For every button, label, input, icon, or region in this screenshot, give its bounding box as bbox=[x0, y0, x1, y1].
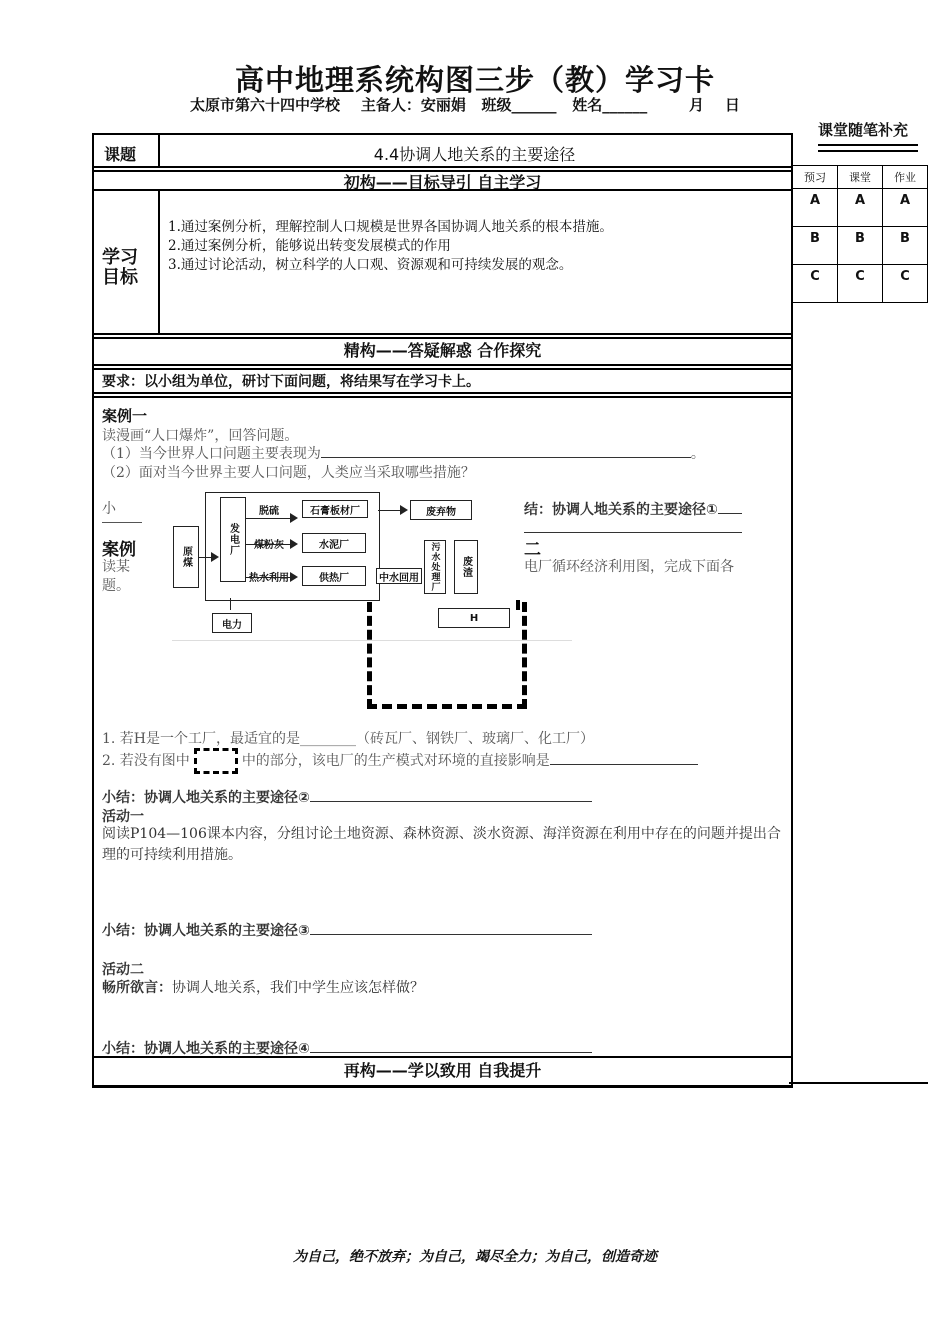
section-title-2: 精构——答疑解惑 合作探究 bbox=[343, 341, 542, 360]
answer-line bbox=[102, 522, 142, 523]
case1-intro: 读漫画“人口爆炸”，回答问题。 bbox=[102, 428, 299, 444]
power-plant-box bbox=[220, 497, 246, 582]
section-title-1: 初构——目标导引 自主学习 bbox=[343, 173, 542, 192]
header-preview: 预习 bbox=[793, 166, 838, 189]
case2-title: 案例 bbox=[102, 540, 136, 560]
divider bbox=[172, 640, 572, 641]
raw-coal-label: 原煤 bbox=[180, 546, 192, 568]
goals-label-1: 学习 bbox=[102, 247, 138, 268]
case1-q1-end: 。 bbox=[690, 446, 705, 462]
summary-3 bbox=[102, 920, 592, 940]
summary-3-text: 小结：协调人地关系的主要途径③ bbox=[102, 923, 310, 939]
divider bbox=[92, 333, 793, 335]
header-class: 课堂 bbox=[838, 166, 883, 189]
divider bbox=[92, 364, 793, 366]
h-label: H bbox=[469, 612, 479, 624]
desulfur-label: 脱硫 bbox=[259, 505, 279, 517]
dashed-region bbox=[367, 602, 527, 709]
heat-label: 热水利用 bbox=[249, 572, 289, 584]
sewage-label: 污水处理厂 bbox=[429, 542, 440, 592]
heat-label-box bbox=[249, 569, 289, 583]
divider bbox=[92, 166, 793, 168]
power-plant-label: 发电厂 bbox=[227, 523, 239, 556]
grade-cell[interactable]: C bbox=[838, 265, 883, 303]
case2-read-left: 题。 bbox=[102, 578, 130, 594]
activity1-text: 阅读P104—106课本内容，分组讨论土地资源、森林资源、淡水资源、海洋资源在利用中存在的问题并提出合理的可持续利用措施。 bbox=[102, 826, 781, 863]
case1-q2: （2）面对当今世界主要人口问题，人类应当采取哪些措施？ bbox=[102, 465, 475, 481]
reuse-box bbox=[376, 568, 422, 584]
grade-cell[interactable]: A bbox=[883, 189, 928, 227]
divider bbox=[92, 189, 793, 191]
dashed-box-icon bbox=[194, 748, 238, 774]
grade-cell[interactable]: C bbox=[793, 265, 838, 303]
topic-value: 4.4协调人地关系的主要途径 bbox=[373, 145, 576, 164]
desulfur-label-box bbox=[252, 501, 286, 517]
answer-blank[interactable] bbox=[550, 764, 698, 765]
answer-blank[interactable] bbox=[310, 934, 592, 935]
diagram-q2-a: 2. 若没有图中 bbox=[102, 753, 190, 769]
divider bbox=[158, 190, 160, 333]
diagram-q1: 1. 若H是一个工厂，最适宜的是________（砖瓦厂、钢铁厂、玻璃厂、化工厂） bbox=[102, 731, 595, 747]
footer-motto: 为自己，绝不放弃；为自己，竭尽全力；为自己，创造奇迹 bbox=[293, 1249, 657, 1265]
diagram-q2 bbox=[102, 748, 698, 774]
dashed-corner bbox=[516, 600, 520, 610]
reuse-label: 中水回用 bbox=[379, 572, 419, 584]
activity2-label: 畅所欲言： bbox=[102, 980, 172, 996]
slag-label: 废渣 bbox=[460, 556, 472, 578]
page-subtitle: 太原市第六十四中学校 主备人：安丽娟 班级______ 姓名______ 月 日 bbox=[190, 96, 740, 114]
requirement: 要求：以小组为单位，研讨下面问题，将结果写在学习卡上。 bbox=[102, 374, 480, 390]
waste-label: 废弃物 bbox=[426, 506, 456, 518]
sewage-box bbox=[424, 540, 446, 594]
grade-cell[interactable]: C bbox=[883, 265, 928, 303]
gypsum-label: 石膏板材厂 bbox=[310, 505, 360, 517]
raw-coal-box bbox=[173, 526, 199, 588]
page-title: 高中地理系统构图三步（教）学习卡 bbox=[234, 63, 715, 97]
summary-4 bbox=[102, 1038, 592, 1058]
summary-2 bbox=[102, 787, 592, 807]
divider bbox=[92, 368, 793, 370]
case2-read-right: 电厂循环经济利用图，完成下面各 bbox=[524, 559, 734, 575]
answer-blank[interactable] bbox=[718, 513, 742, 514]
slag-box bbox=[454, 540, 478, 594]
divider bbox=[92, 396, 793, 398]
header-homework: 作业 bbox=[883, 166, 928, 189]
case2-read-left: 读某 bbox=[102, 559, 130, 575]
arrow bbox=[230, 598, 231, 610]
summary-1-text: 结：协调人地关系的主要途径① bbox=[524, 502, 718, 518]
notes-label: 课堂随笔补充 bbox=[818, 121, 909, 139]
answer-blank[interactable] bbox=[310, 801, 592, 802]
answer-blank[interactable] bbox=[321, 457, 691, 458]
grade-cell[interactable]: A bbox=[838, 189, 883, 227]
flyash-label: 煤粉灰 bbox=[254, 539, 284, 551]
answer-line bbox=[524, 532, 742, 533]
goal-item: 3.通过讨论活动，树立科学的人口观、资源观和可持续发展的观念。 bbox=[168, 257, 573, 273]
case1-q1-text: （1）当今世界人口问题主要表现为 bbox=[102, 446, 321, 462]
grade-cell[interactable]: A bbox=[793, 189, 838, 227]
cement-label: 水泥厂 bbox=[319, 539, 349, 551]
arrow bbox=[378, 510, 406, 511]
diagram-q2-b: 中的部分，该电厂的生产模式对环境的直接影响是 bbox=[241, 753, 550, 769]
divider bbox=[789, 1082, 928, 1084]
activity2-title: 活动二 bbox=[102, 962, 144, 978]
gypsum-box bbox=[302, 500, 368, 518]
grade-table bbox=[792, 165, 928, 303]
arrow bbox=[246, 544, 296, 545]
answer-blank[interactable] bbox=[310, 1052, 592, 1053]
summary-4-text: 小结：协调人地关系的主要途径④ bbox=[102, 1041, 310, 1057]
summary-1 bbox=[524, 499, 742, 519]
notes-divider bbox=[818, 144, 918, 152]
grade-cell[interactable]: B bbox=[793, 227, 838, 265]
goals-label-2: 目标 bbox=[102, 267, 138, 288]
waste-box bbox=[410, 500, 472, 520]
case2-title-right: 二 bbox=[524, 540, 541, 560]
activity1-title: 活动一 bbox=[102, 809, 144, 825]
arrow bbox=[246, 518, 296, 519]
divider bbox=[92, 392, 793, 394]
summary-2-text: 小结：协调人地关系的主要途径② bbox=[102, 790, 310, 806]
power-box bbox=[212, 613, 252, 633]
case1-q1 bbox=[102, 443, 705, 463]
heating-label: 供热厂 bbox=[319, 572, 349, 584]
activity2-text: 协调人地关系，我们中学生应该怎样做？ bbox=[172, 980, 424, 996]
power-label: 电力 bbox=[222, 619, 242, 631]
case1-title: 案例一 bbox=[102, 407, 148, 425]
small-label: 小 bbox=[102, 501, 116, 517]
grade-cell[interactable]: B bbox=[883, 227, 928, 265]
arrow bbox=[246, 577, 296, 578]
topic-label: 课题 bbox=[104, 145, 137, 164]
goal-item: 1.通过案例分析，理解控制人口规模是世界各国协调人地关系的根本措施。 bbox=[168, 219, 613, 235]
goal-item: 2.通过案例分析，能够说出转变发展模式的作用 bbox=[168, 238, 451, 254]
grade-cell[interactable]: B bbox=[838, 227, 883, 265]
section-title-3: 再构——学以致用 自我提升 bbox=[343, 1061, 542, 1080]
cement-box bbox=[302, 533, 366, 553]
heating-box bbox=[302, 566, 366, 586]
activity2-line bbox=[102, 977, 424, 997]
flyash-label-box bbox=[250, 535, 288, 551]
